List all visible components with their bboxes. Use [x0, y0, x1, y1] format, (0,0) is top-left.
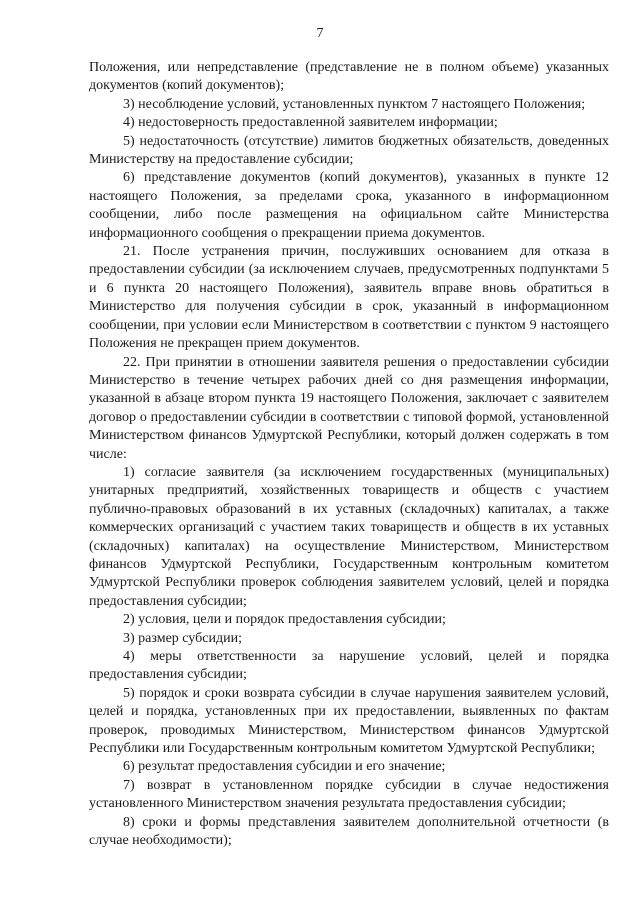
paragraph: 2) условия, цели и порядок предоставления субсидии;: [123, 612, 446, 628]
paragraph: 3) несоблюдение условий, установленных пунктом 7 настоящего Положения;: [123, 96, 586, 112]
document-body: [89, 59, 609, 850]
paragraph: 7) возврат в установленном порядке субсидии в случае недостижения установленного Министерством значения результата предоставления субсидии;: [89, 777, 609, 812]
paragraph: Положения, или непредставление (представление не в полном объеме) указанных документов (копий документов);: [89, 60, 609, 94]
paragraph: 22. При принятии в отношении заявителя решения о предоставлении субсидии Министерство в течение четырех рабочих дней со дня размещения информации, указанной в абзаце втором пункта 19 настоящего Положения, заключает с заявителем договор о предоставлении субсидии в соответствии с типовой формой, установленной Министерством финансов Удмуртской Республики, который должен содержать в том числе:: [89, 354, 609, 462]
page-number: 7: [316, 26, 324, 41]
paragraph: 4) меры ответственности за нарушение условий, целей и порядка предоставления субсидии;: [89, 649, 609, 683]
paragraph: 3) размер субсидии;: [123, 630, 242, 646]
paragraph: 1) согласие заявителя (за исключением государственных (муниципальных) унитарных предприятий, хозяйственных товариществ и обществ с участием публично-правовых образований в их уставных (складочных) капиталах, а также коммерческих организаций с участием таких товариществ и обществ в их уставных (складочных) капиталах) на осуществление Министерством, Министерством финансов Удмуртской Республики, Государственным контрольным комитетом Удмуртской Республики проверок соблюдения заявителем условий, целей и порядка предоставления субсидии;: [89, 464, 609, 609]
paragraph: 6) результат предоставления субсидии и его значение;: [123, 759, 446, 775]
paragraph: 4) недостоверность предоставленной заявителем информации;: [123, 115, 498, 131]
paragraph: 8) сроки и формы представления заявителем дополнительной отчетности (в случае необходимости);: [89, 814, 609, 849]
paragraph: 5) недостаточность (отсутствие) лимитов бюджетных обязательств, доведенных Министерству на предоставление субсидии;: [89, 133, 609, 168]
paragraph: 5) порядок и сроки возврата субсидии в случае нарушения заявителем условий, целей и порядка, установленных при их предоставлении, выявленных по фактам проверок, проводимых Министерством, Министерством финансов Удмуртской Республики или Государственным контрольным комитетом Удмуртской Республики;: [89, 685, 609, 757]
paragraph: 6) представление документов (копий документов), указанных в пункте 12 настоящего Положения, за пределами срока, указанного в информационном сообщении, либо после размещения на официальном сайте Министерства информационного сообщения о прекращении приема документов.: [89, 170, 609, 241]
paragraph: 21. После устранения причин, послуживших основанием для отказа в предоставлении субсидии (за исключением случаев, предусмотренных подпунктами 5 и 6 пункта 20 настоящего Положения), заявитель вправе вновь обратиться в Министерство для получения субсидии в срок, указанный в информационном сообщении, при условии если Министерством в соответствии с пунктом 9 настоящего Положения не прекращен прием документов.: [89, 244, 609, 352]
